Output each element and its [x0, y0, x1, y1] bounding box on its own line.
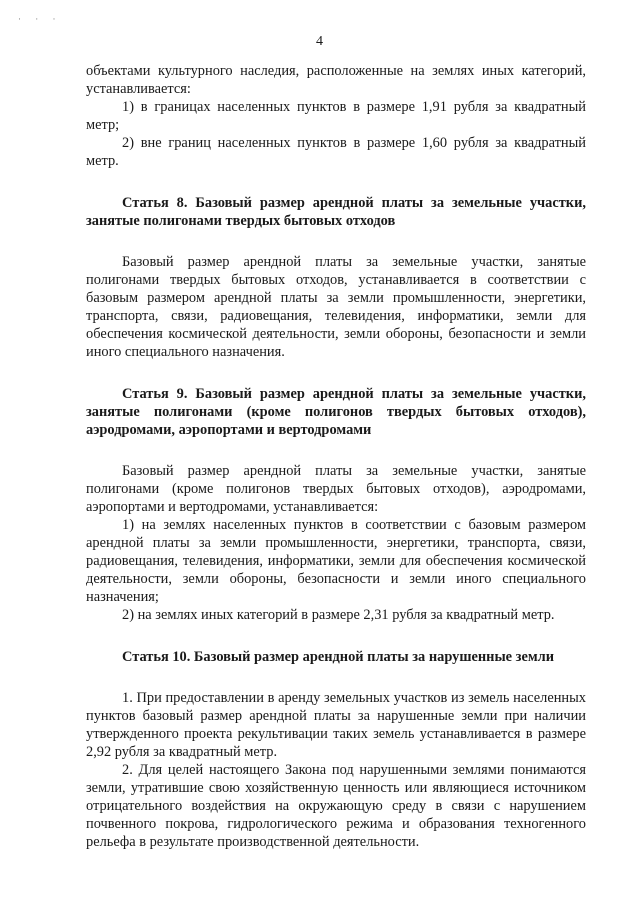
article-9-paragraph-3: 2) на землях иных категорий в размере 2,31 рубля за квадратный метр.: [122, 607, 555, 623]
scan-marks: · · ·: [18, 14, 62, 24]
document-body: [86, 62, 586, 851]
article-9-paragraph-2: 1) на землях населенных пунктов в соответствии с базовым размером арендной платы за земли промышленности, энергетики, транспорта, связи, радиовещания, телевидения, информатики, земли для обеспечения космической деятельности, земли обороны, безопасности и земли иного специального назначения;: [86, 517, 586, 605]
article-9-heading: Статья 9. Базовый размер арендной платы за земельные участки, занятые полигонами (кроме полигонов твердых бытовых отходов), аэродромами, аэропортами и вертодромами: [86, 386, 586, 438]
intro-continuation: объектами культурного наследия, расположенные на землях иных категорий, устанавливается:: [86, 63, 586, 97]
article-8-heading: Статья 8. Базовый размер арендной платы за земельные участки, занятые полигонами твердых бытовых отходов: [86, 195, 586, 229]
intro-item-2: 2) вне границ населенных пунктов в размере 1,60 рубля за квадратный метр.: [86, 135, 586, 169]
article-10-paragraph-1: 1. При предоставлении в аренду земельных участков из земель населенных пунктов базовый размер арендной платы за нарушенные земли при наличии утвержденного проекта рекультивации таких земель устанавливается в размере 2,92 рубля за квадратный метр.: [86, 690, 586, 760]
article-10-paragraph-2: 2. Для целей настоящего Закона под нарушенными землями понимаются земли, утратившие свою хозяйственную ценность или являющиеся источником отрицательного воздействия на окружающую среду в связи с нарушением почвенного покрова, гидрологического режима и образования техногенного рельефа в результате производственной деятельности.: [86, 762, 586, 850]
article-9-paragraph-1: Базовый размер арендной платы за земельные участки, занятые полигонами (кроме полигонов твердых бытовых отходов), аэродромами, аэропортами и вертодромами, устанавливается:: [86, 463, 586, 515]
page-number: 4: [316, 34, 323, 49]
intro-item-1: 1) в границах населенных пунктов в размере 1,91 рубля за квадратный метр;: [86, 99, 586, 133]
article-8-paragraph-1: Базовый размер арендной платы за земельные участки, занятые полигонами твердых бытовых отходов, устанавливается в соответствии с базовым размером арендной платы за земли промышленности, энергетики, транспорта, связи, радиовещания, телевидения, информатики, земли для обеспечения космической деятельности, земли обороны, безопасности и земли иного специального назначения.: [86, 254, 586, 360]
article-10-heading: Статья 10. Базовый размер арендной платы за нарушенные земли: [122, 649, 554, 665]
